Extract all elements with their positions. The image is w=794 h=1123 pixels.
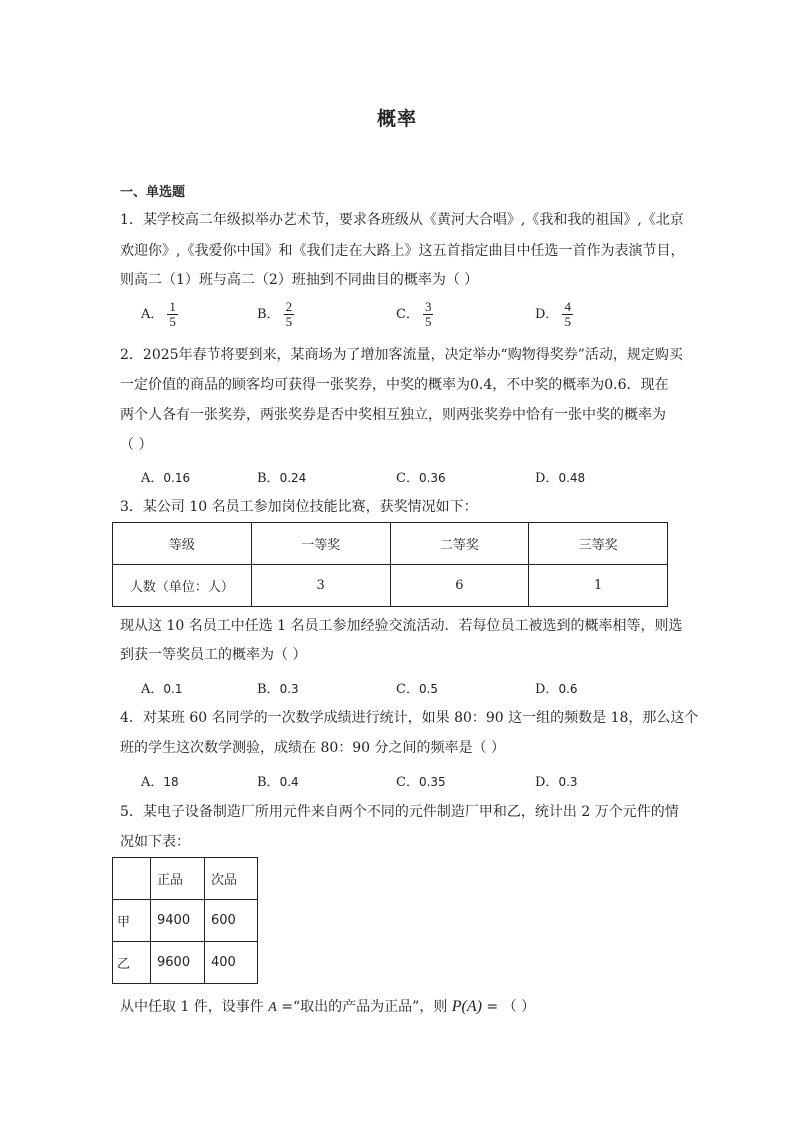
option-value: 0.3 [558,775,578,789]
option-value: 0.4 [279,775,299,789]
option-value: 0.5 [418,682,439,696]
page-title: 概率 [376,108,417,130]
q5-text-suffix: = （ ） [481,999,536,1015]
fraction-numerator: 1 [169,299,176,314]
q5-question-line [120,998,680,1017]
option-letter: A． [141,682,164,697]
option-letter: D． [535,307,559,322]
q4-option-a[interactable] [141,771,179,790]
fraction-numerator: 3 [424,299,432,314]
table-cell: 9400 [151,900,205,942]
table-row [113,900,258,942]
table-cell: 1 [529,565,668,607]
q1-option-a[interactable] [141,300,178,329]
q3-option-b[interactable] [257,678,299,697]
q5-text-mid: =“取出的产品为正品”，则 [276,999,452,1015]
table-row [113,565,668,607]
q5-text-prefix: 从中任取 1 件，设事件 [120,999,269,1015]
table-cell: 等级 [113,523,252,565]
q5-line-1: 5．某电子设备制造厂所用元件来自两个不同的元件制造厂甲和乙，统计出 2 万个元件的情 [120,804,679,820]
section-heading: 一、单选题 [120,185,186,200]
table-cell: 次品 [205,858,258,900]
table-cell: 9600 [151,942,205,984]
fraction-numerator: 4 [564,299,571,314]
fraction [423,300,434,329]
q1-option-d[interactable] [535,300,573,329]
table-cell: 600 [205,900,258,942]
option-letter: A． [141,775,164,790]
q1-option-c[interactable] [396,300,433,329]
q4-line-2: 班的学生这次数学测验，成绩在 80：90 分之间的频率是（ ） [120,740,505,756]
q3-award-table [112,522,668,607]
q1-line-1: 1．某学校高二年级拟举办艺术节，要求各班级从《黄河大合唱》,《我和我的祖国》,《北京 [120,212,684,228]
option-value: 18 [163,775,179,789]
option-value: 0.35 [418,775,446,789]
option-letter: D． [535,775,559,790]
option-value: 0.3 [279,682,299,696]
q5-product-table [112,857,258,984]
option-letter: A． [141,471,164,486]
option-letter: C． [396,775,419,790]
table-header-row [113,858,258,900]
q2-option-d[interactable] [535,467,585,486]
q1-line-2: 欢迎你》,《我爱你中国》和《我们走在大路上》这五首指定曲目中任选一首作为表演节目， [120,243,685,259]
table-row [113,942,258,984]
option-letter: A． [141,307,164,322]
q1-option-b[interactable] [257,300,294,329]
option-value: 0.6 [558,682,578,696]
fraction [284,300,295,329]
option-value: 0.16 [163,471,191,485]
option-letter: C． [396,682,419,697]
q2-line-3: 两个人各有一张奖券，两张奖券是否中奖相互独立，则两张奖券中恰有一张中奖的概率为 [120,407,666,423]
fraction-denominator: 5 [564,314,571,329]
table-cell: 二等奖 [390,523,529,565]
fraction [167,300,178,329]
option-letter: B． [257,307,280,322]
event-variable: A [268,1000,277,1015]
fraction-denominator: 5 [285,314,293,329]
table-cell: 正品 [151,858,205,900]
q3-option-c[interactable] [396,678,438,697]
option-letter: B． [257,682,280,697]
q2-options [141,467,681,489]
q4-options [141,771,681,793]
fraction [562,300,573,329]
q3-option-d[interactable] [535,678,578,697]
q4-line-1: 4．对某班 60 名同学的一次数学成绩进行统计，如果 80：90 这一组的频数是 18，那么这个 [120,710,699,726]
option-letter: D． [535,682,559,697]
option-value: 0.24 [279,471,307,485]
option-letter: B． [257,471,280,486]
q3-line-2: 到获一等奖员工的概率为（ ） [120,647,307,663]
q3-intro: 3．某公司 10 名员工参加岗位技能比赛，获奖情况如下： [120,499,478,515]
table-cell [113,858,151,900]
q2-line-2: 一定价值的商品的顾客均可获得一张奖券，中奖的概率为0.4，不中奖的概率为0.6．现在 [120,377,669,393]
option-value: 0.1 [163,682,183,696]
option-letter: D． [535,471,559,486]
table-cell: 6 [390,565,529,607]
table-cell: 人数（单位：人） [113,565,252,607]
q3-line-1: 现从这 10 名员工中任选 1 名员工参加经验交流活动．若每位员工被选到的概率相等，则选 [120,618,683,634]
table-cell: 3 [251,565,390,607]
q2-line-4: （ ） [120,437,153,453]
q4-option-b[interactable] [257,771,299,790]
option-letter: C． [396,307,419,322]
option-value: 0.48 [558,471,586,485]
q2-option-c[interactable] [396,467,446,486]
q1-line-3: 则高二（1）班与高二（2）班抽到不同曲目的概率为（ ） [120,272,479,288]
table-cell: 一等奖 [251,523,390,565]
q1-options [141,299,681,329]
fraction-denominator: 5 [424,314,432,329]
table-cell: 甲 [113,900,151,942]
q3-options [141,678,681,700]
table-cell: 400 [205,942,258,984]
table-header-row [113,523,668,565]
option-value: 0.36 [418,471,446,485]
table-cell: 乙 [113,942,151,984]
fraction-numerator: 2 [285,299,293,314]
probability-expression: P(A) [451,998,482,1015]
q3-option-a[interactable] [141,678,182,697]
q2-option-b[interactable] [257,467,306,486]
q2-line-1: 2．2025年春节将要到来，某商场为了增加客流量，决定举办“购物得奖券”活动，规定购买 [120,347,683,363]
q2-option-a[interactable] [141,467,190,486]
option-letter: C． [396,471,419,486]
table-cell: 三等奖 [529,523,668,565]
option-letter: B． [257,775,280,790]
q4-option-c[interactable] [396,771,446,790]
q4-option-d[interactable] [535,771,578,790]
fraction-denominator: 5 [169,314,176,329]
q5-line-2: 况如下表： [120,834,190,850]
